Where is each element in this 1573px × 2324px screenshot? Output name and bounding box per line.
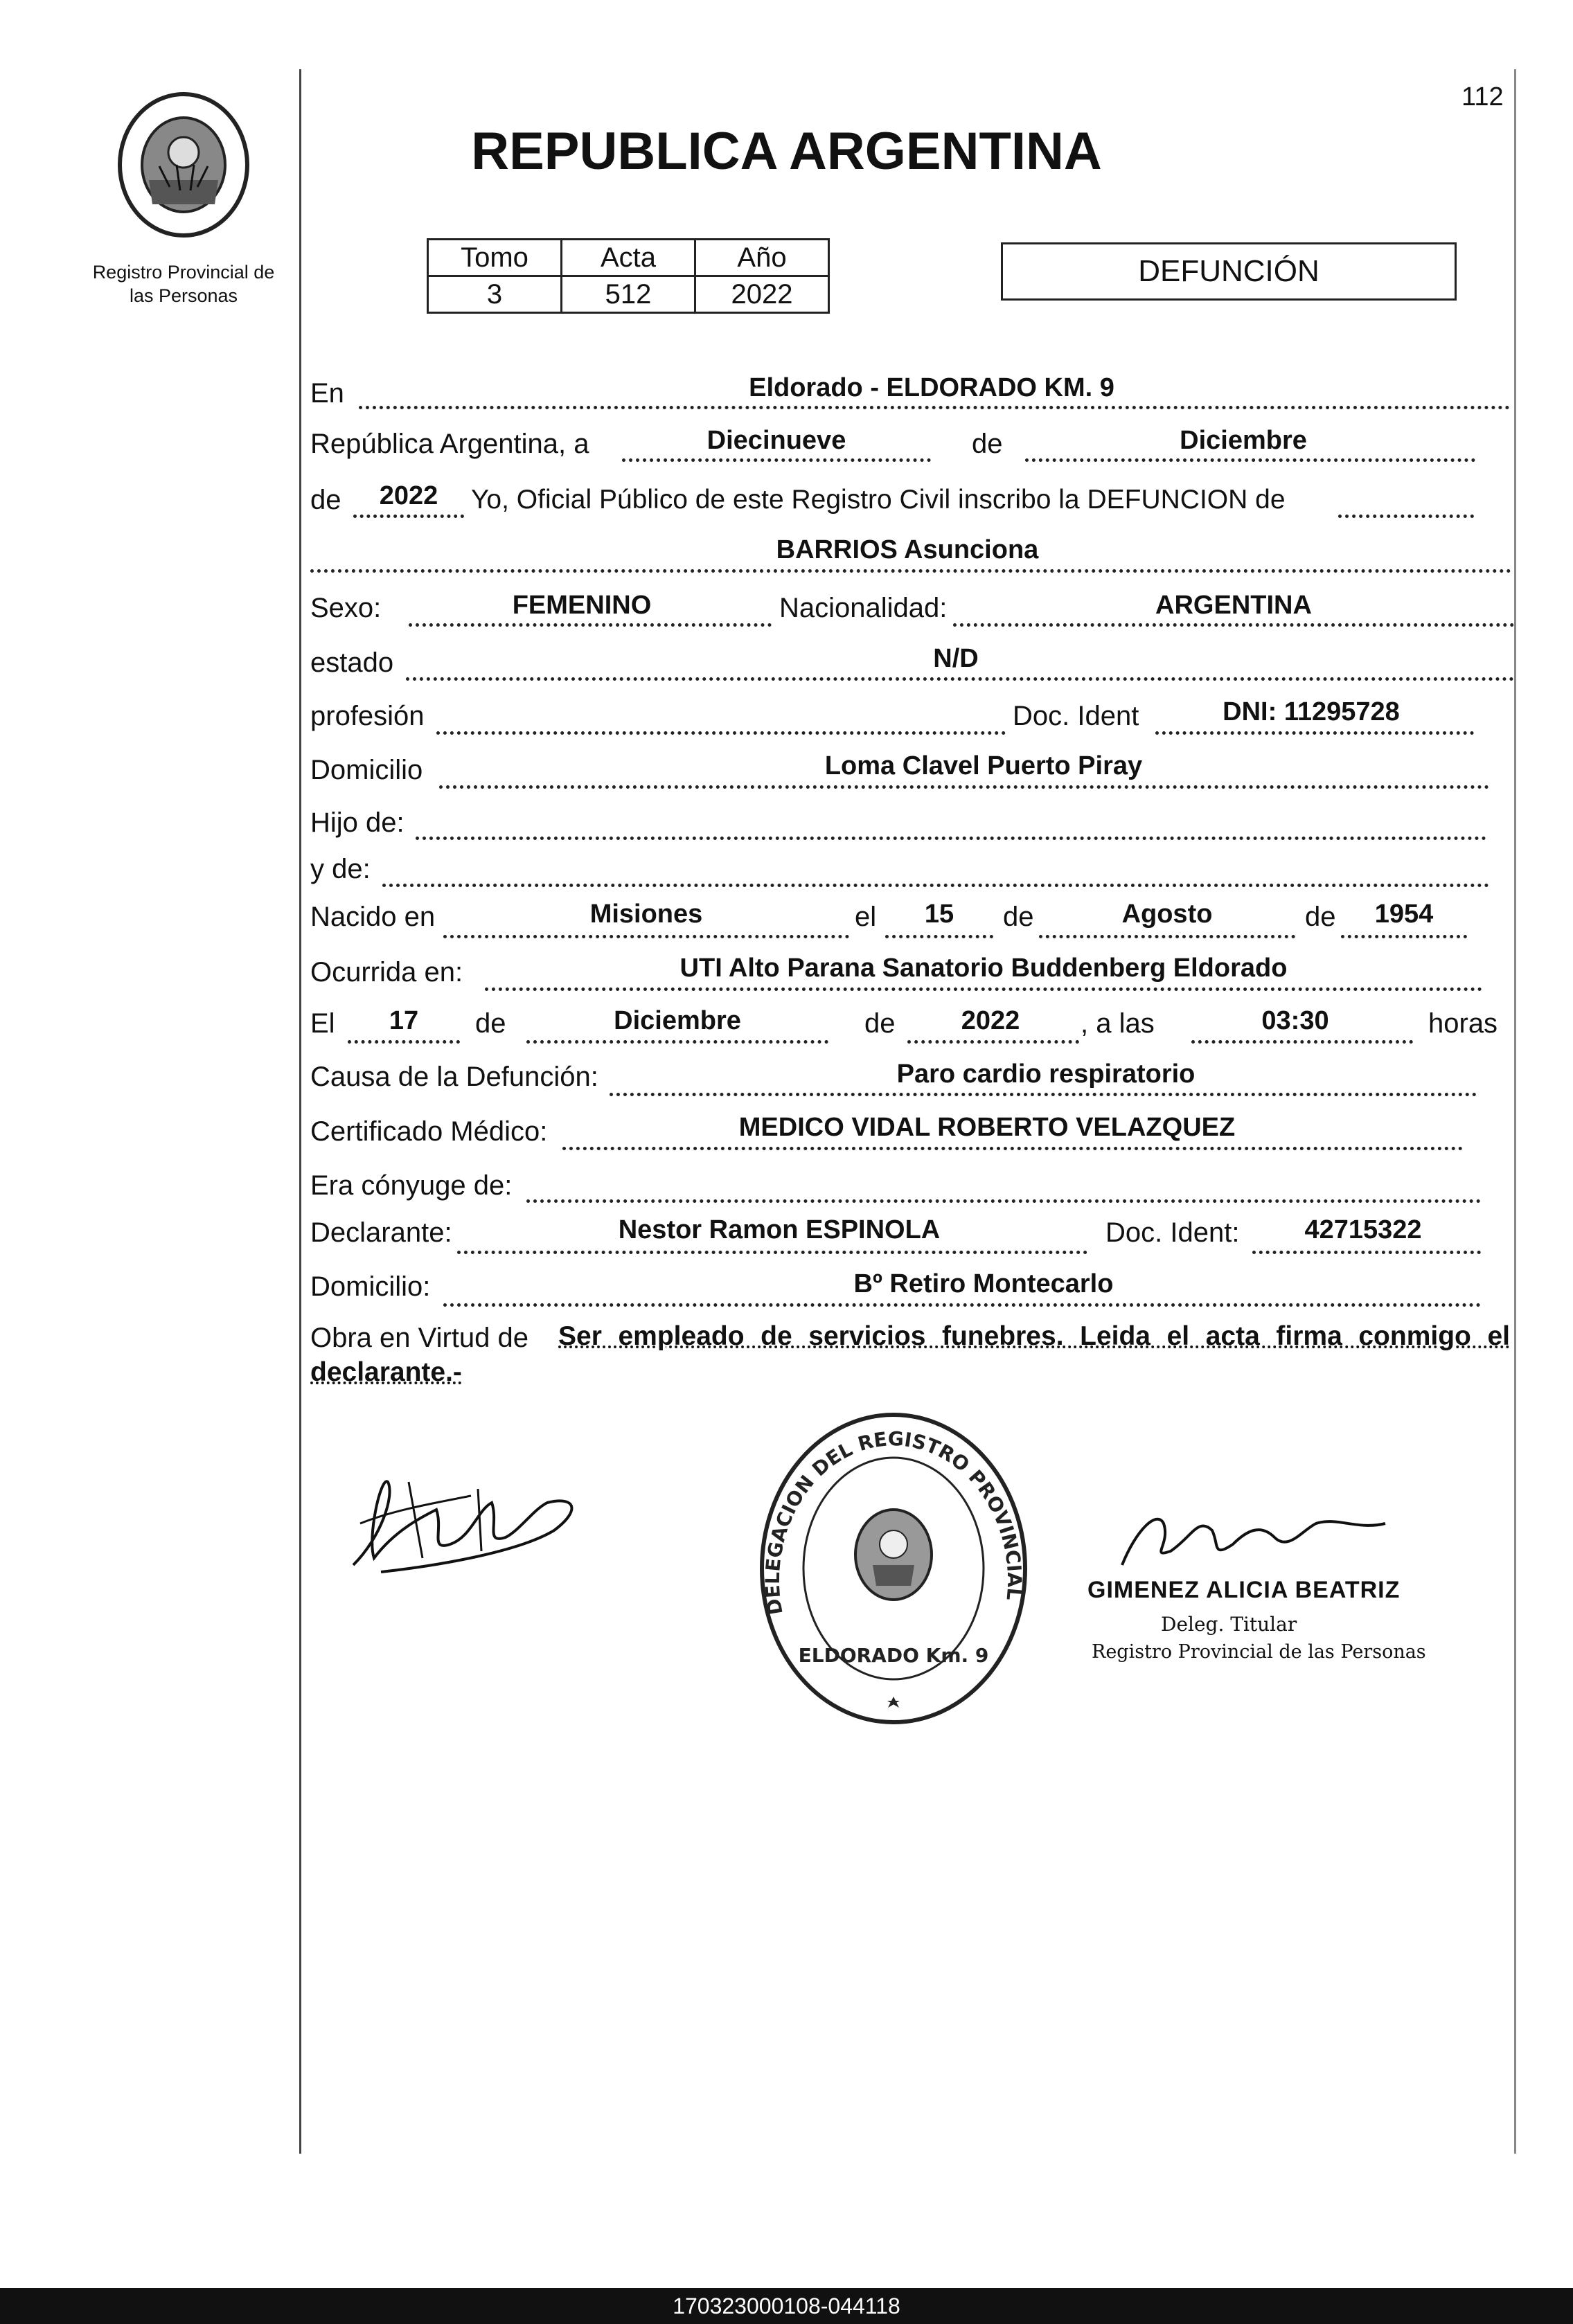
dotted-line [348,1040,460,1044]
label-domicilio: Domicilio [310,755,423,785]
label-republica: República Argentina, a [310,429,589,459]
death-year-value: 2022 [961,1006,1020,1035]
dotted-line [416,837,1486,840]
estado-value: N/D [933,644,979,673]
domicilio-declarante-value: Bº Retiro Montecarlo [853,1269,1114,1298]
stamp-ring-text: DELEGACION DEL REGISTRO PROVINCIAL [761,1427,1027,1617]
label-en: En [310,378,344,409]
label-ocurrida-en: Ocurrida en: [310,957,463,987]
document-type-box: DEFUNCIÓN [1001,242,1457,301]
label-de: de [475,1008,506,1039]
dotted-line [885,935,993,938]
label-hijo-de: Hijo de: [310,807,405,838]
label-de: de [972,429,1003,459]
label-de: de [1003,902,1034,932]
dotted-line [1338,515,1474,518]
label-y-de: y de: [310,854,371,884]
label-de: de [864,1008,896,1039]
label-yo-oficial: Yo, Oficial Público de este Registro Civil inscribo la DEFUNCION de [471,485,1286,515]
sexo-value: FEMENINO [512,591,652,620]
label-certificado: Certificado Médico: [310,1116,548,1147]
record-header: Acta [562,240,695,276]
dotted-line [1155,731,1474,735]
label-causa: Causa de la Defunción: [310,1062,598,1092]
dotted-line [436,731,1006,735]
certificado-value: MEDICO VIDAL ROBERTO VELAZQUEZ [738,1113,1236,1142]
dotted-line [353,515,464,518]
label-estado: estado [310,647,394,678]
label-de: de [1305,902,1336,932]
dotted-line [1341,935,1467,938]
dotted-line [907,1040,1079,1044]
label-el: el [855,902,877,932]
record-header: Tomo [428,240,562,276]
page-title: REPUBLICA ARGENTINA [471,122,1102,181]
stamp-inner-text: ELDORADO Km. 9 [798,1644,989,1667]
dotted-line [485,987,1482,991]
birth-year-value: 1954 [1374,900,1434,929]
label-doc-ident: Doc. Ident: [1105,1217,1240,1248]
death-month-value: Diciembre [614,1006,741,1035]
obra-value-line1: Ser empleado de servicios funebres. Leida el acta firma conmigo el [558,1321,1510,1351]
dotted-line [1025,458,1475,462]
page-number: 112 [1461,82,1504,111]
birthplace-value: Misiones [589,900,703,929]
dotted-line [622,458,931,462]
death-day-value: 17 [389,1006,419,1035]
year-value: 2022 [379,481,438,510]
record-table [427,238,830,314]
dotted-line [953,623,1514,627]
registry-name-line1: Registro Provincial de [92,262,275,283]
dotted-line [359,406,1510,409]
ocurrida-value: UTI Alto Parana Sanatorio Buddenberg Eldorado [679,954,1288,983]
domicilio-value: Loma Clavel Puerto Piray [824,751,1143,780]
birth-month-value: Agosto [1121,900,1213,929]
dotted-line [526,1199,1481,1203]
dotted-line [443,935,849,938]
birth-day-value: 15 [924,900,954,929]
dotted-line [439,785,1489,789]
dotted-line [310,569,1511,573]
registry-name-line2: las Personas [129,285,238,306]
dotted-line [610,1093,1477,1096]
right-margin-line [1514,69,1516,2154]
record-header: Año [695,240,829,276]
record-value: 3 [428,276,562,313]
label-year-de: de [310,485,341,515]
official-role: Deleg. Titular [1161,1613,1297,1636]
declarante-value: Nestor Ramon ESPINOLA [618,1215,941,1244]
left-margin-line [299,69,301,2154]
dotted-line [406,677,1514,681]
label-domicilio: Domicilio: [310,1271,431,1302]
official-name: GIMENEZ ALICIA BEATRIZ [1087,1577,1401,1603]
dotted-line [382,884,1489,887]
dotted-line [443,1303,1481,1307]
dotted-line [457,1251,1087,1254]
doc-ident-value: DNI: 11295728 [1223,697,1400,726]
official-stamp [755,1406,1032,1731]
label-el: El [310,1008,335,1039]
deceased-name-value: BARRIOS Asunciona [776,535,1039,564]
dotted-line [1191,1040,1413,1044]
obra-value-line2: declarante.- [310,1357,462,1387]
label-nacido-en: Nacido en [310,902,436,932]
label-sexo: Sexo: [310,593,382,623]
label-declarante: Declarante: [310,1217,452,1248]
label-obra: Obra en Virtud de [310,1323,529,1353]
record-value: 2022 [695,276,829,313]
death-time-value: 03:30 [1261,1006,1329,1035]
causa-value: Paro cardio respiratorio [896,1060,1196,1089]
declarant-signature [339,1454,589,1586]
place-value: Eldorado - ELDORADO KM. 9 [749,373,1114,402]
document-code-footer: 170323000108-044118 [0,2288,1573,2324]
dotted-line [526,1040,828,1044]
label-conyuge: Era cónyuge de: [310,1170,513,1201]
label-doc-ident: Doc. Ident [1013,701,1139,731]
label-a-las: , a las [1081,1008,1155,1039]
dotted-line [1252,1251,1481,1254]
day-words-value: Diecinueve [706,426,846,455]
dotted-line [409,623,772,627]
label-horas: horas [1428,1008,1498,1039]
label-profesion: profesión [310,701,425,731]
month-value: Diciembre [1180,426,1307,455]
dotted-line [1039,935,1295,938]
official-signature [1108,1489,1399,1579]
label-nacionalidad: Nacionalidad: [779,593,948,623]
declarante-doc-value: 42715322 [1304,1215,1422,1244]
official-org: Registro Provincial de las Personas [1092,1641,1426,1663]
nacionalidad-value: ARGENTINA [1155,591,1312,620]
record-value: 512 [562,276,695,313]
dotted-line [562,1147,1463,1150]
